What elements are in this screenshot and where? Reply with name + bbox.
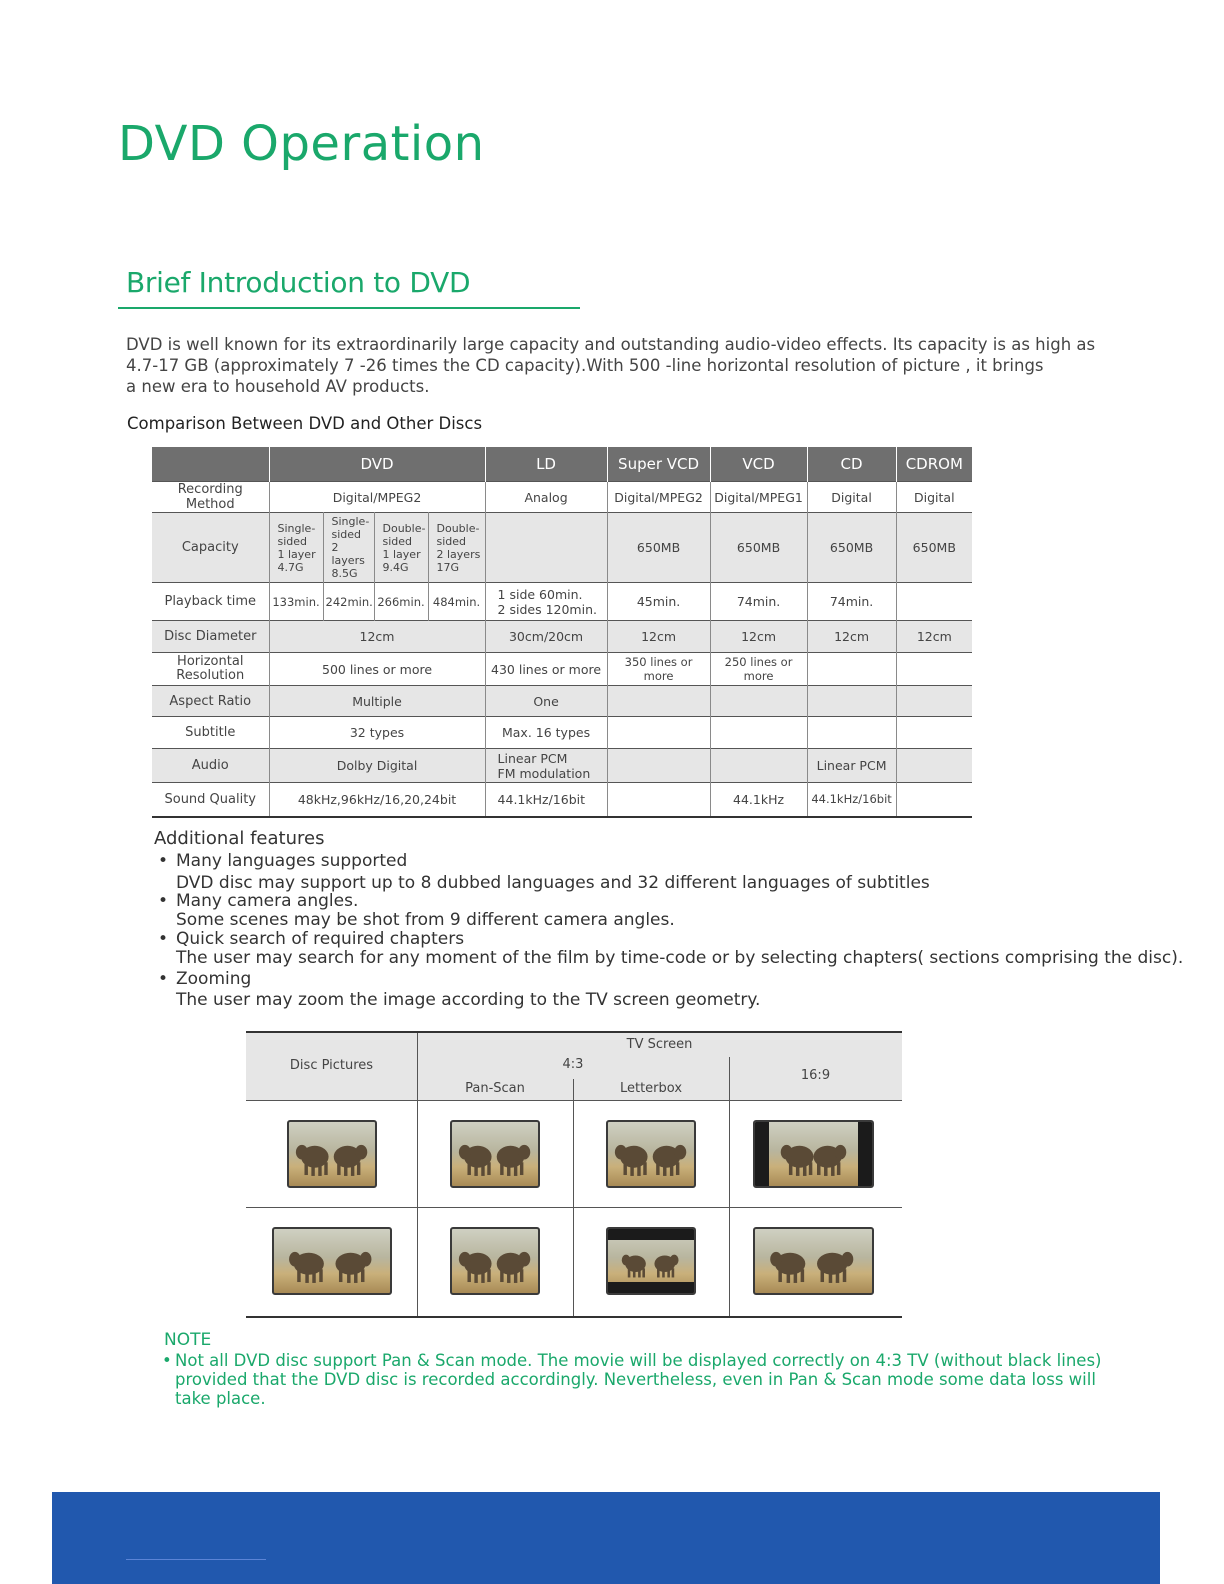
cell: Digital/MPEG2 — [607, 482, 710, 513]
row-recording-method — [152, 482, 972, 513]
cell — [428, 513, 485, 583]
feature-title: Quick search of required chapters — [176, 929, 465, 949]
bullet-icon: • — [158, 891, 169, 911]
feature-item — [158, 892, 1118, 930]
cell — [710, 717, 807, 749]
row-label: Audio — [152, 749, 269, 783]
row-label: Aspect Ratio — [152, 686, 269, 717]
intro-line: 4.7-17 GB (approximately 7 -26 times the CD capacity).With 500 -line horizontal resolution of picture , it brings — [126, 356, 1044, 375]
header-dvd: DVD — [269, 447, 485, 482]
row-aspect-ratio — [152, 686, 972, 717]
comparison-table-title: Comparison Between DVD and Other Discs — [127, 414, 483, 433]
elephant-image-letterbox — [606, 1227, 696, 1295]
cell-line: 9.4G — [382, 560, 409, 574]
elephant-image — [287, 1120, 377, 1188]
bullet-icon: • — [162, 1351, 172, 1370]
header-row — [152, 447, 972, 482]
elephant-graphic — [755, 1122, 872, 1186]
cell-line: Linear PCM — [497, 750, 568, 766]
row-capacity — [152, 513, 972, 583]
footer-band — [52, 1492, 1160, 1584]
section-divider — [118, 307, 580, 309]
cell: 242min. — [323, 583, 374, 621]
cell: 250 lines or more — [710, 653, 807, 686]
cell: 44.1kHz/16bit — [807, 783, 896, 817]
cell-line: 1 side 60min. — [497, 586, 583, 602]
black-bar — [755, 1122, 769, 1186]
cell: 48kHz,96kHz/16,20,24bit — [269, 783, 485, 817]
cell — [607, 717, 710, 749]
note-line: take place. — [175, 1389, 266, 1408]
cell: 44.1kHz — [710, 783, 807, 817]
elephant-image — [606, 1120, 696, 1188]
page-title: DVD Operation — [118, 116, 485, 172]
cell: Digital/MPEG1 — [710, 482, 807, 513]
cell-line: 2 sides 120min. — [497, 601, 597, 617]
cell: 12cm — [607, 621, 710, 653]
cell-line: Single- — [277, 521, 316, 535]
cell — [607, 686, 710, 717]
cell: 30cm/20cm — [485, 621, 607, 653]
screen-format-table — [246, 1031, 902, 1318]
feature-title: Zooming — [176, 969, 252, 989]
divider — [246, 1207, 902, 1208]
note-line: Not all DVD disc support Pan & Scan mode. The movie will be displayed correctly on 4:3 TV (without black lines) — [175, 1351, 1102, 1370]
note-line: provided that the DVD disc is recorded accordingly. Nevertheless, even in Pan & Scan mode some data loss will — [175, 1370, 1096, 1389]
header-svcd: Super VCD — [607, 447, 710, 482]
cell — [896, 583, 972, 621]
cell: Max. 16 types — [485, 717, 607, 749]
cell: 74min. — [710, 583, 807, 621]
elephant-image-pillarbox — [753, 1120, 874, 1188]
cell-line: sided — [436, 534, 467, 548]
cell: Dolby Digital — [269, 749, 485, 783]
cell: 650MB — [807, 513, 896, 583]
feature-desc: The user may zoom the image according to the TV screen geometry. — [176, 990, 761, 1010]
note-title: NOTE — [164, 1330, 212, 1350]
section-title: Brief Introduction to DVD — [126, 266, 471, 299]
row-label: Sound Quality — [152, 783, 269, 817]
row-audio — [152, 749, 972, 783]
cell-line: 17G — [436, 560, 460, 574]
cell-line: Single- — [331, 515, 370, 528]
header-ld: LD — [485, 447, 607, 482]
row-sound-quality — [152, 783, 972, 817]
cell: 650MB — [607, 513, 710, 583]
feature-title: Many camera angles. — [176, 891, 359, 911]
cell: One — [485, 686, 607, 717]
cell: 650MB — [896, 513, 972, 583]
cell — [485, 513, 607, 583]
divider — [573, 1079, 574, 1316]
features-list — [158, 851, 1184, 1010]
bullet-icon: • — [158, 929, 169, 949]
cell-line: 8.5G — [331, 567, 358, 580]
cell — [896, 717, 972, 749]
divider — [729, 1057, 730, 1316]
feature-desc: DVD disc may support up to 8 dubbed languages and 32 different languages of subtitles — [176, 873, 930, 893]
cell-line: 4.7G — [277, 560, 304, 574]
cell: 12cm — [896, 621, 972, 653]
cell: 430 lines or more — [485, 653, 607, 686]
cell: 650MB — [710, 513, 807, 583]
intro-line: a new era to household AV products. — [126, 377, 430, 396]
cell — [807, 653, 896, 686]
cell: Linear PCM — [807, 749, 896, 783]
feature-desc: The user may search for any moment of the film by time-code or by selecting chapters( sections comprising the disc). — [176, 948, 1184, 968]
cell: 484min. — [428, 583, 485, 621]
bullet-icon: • — [158, 851, 169, 871]
row-label: Capacity — [152, 513, 269, 583]
comparison-table — [152, 447, 972, 818]
cell: 44.1kHz/16bit — [485, 783, 607, 817]
intro-paragraph — [126, 334, 1096, 397]
cell — [607, 783, 710, 817]
black-bar — [858, 1122, 872, 1186]
cell — [896, 686, 972, 717]
row-label-line: Resolution — [176, 668, 245, 683]
elephant-graphic — [755, 1229, 872, 1293]
row-label — [152, 653, 269, 686]
pan-scan-label: Pan-Scan — [465, 1081, 525, 1096]
feature-item — [158, 852, 1118, 892]
ratio-4-3-label: 4:3 — [562, 1057, 584, 1072]
elephant-image-cropped — [450, 1227, 540, 1295]
row-subtitle — [152, 717, 972, 749]
cell-line: sided — [277, 534, 308, 548]
elephant-graphic — [452, 1122, 538, 1186]
tv-screen-label: TV Screen — [626, 1037, 693, 1052]
cell-line: Double- — [436, 521, 480, 535]
cell-line: 1 layer — [382, 547, 421, 561]
cell-line: sided — [382, 534, 413, 548]
elephant-graphic — [274, 1229, 390, 1293]
cell-line: 2 layers — [331, 541, 365, 567]
header-cd: CD — [807, 447, 896, 482]
bullet-icon: • — [158, 969, 169, 989]
row-playback-time — [152, 583, 972, 621]
row-label: Disc Diameter — [152, 621, 269, 653]
header-vcd: VCD — [710, 447, 807, 482]
elephant-graphic — [452, 1229, 538, 1293]
header-corner — [152, 447, 269, 482]
cell: 350 lines or more — [607, 653, 710, 686]
cell-line: 1 layer — [277, 547, 316, 561]
cell-line: sided — [331, 528, 362, 541]
cell-line: FM modulation — [497, 765, 591, 781]
feature-item — [158, 970, 1118, 1010]
feature-desc: Some scenes may be shot from 9 different camera angles. — [176, 910, 675, 930]
row-horizontal-resolution — [152, 653, 972, 686]
cell: 32 types — [269, 717, 485, 749]
intro-line: DVD is well known for its extraordinarily large capacity and outstanding audio-video effects. Its capacity is as high as — [126, 335, 1096, 354]
cell: 500 lines or more — [269, 653, 485, 686]
feature-title: Many languages supported — [176, 851, 408, 871]
cell-line: 2 layers — [436, 547, 481, 561]
note-text — [162, 1351, 1102, 1408]
cell — [807, 686, 896, 717]
cell: 74min. — [807, 583, 896, 621]
row-disc-diameter — [152, 621, 972, 653]
letterbox-label: Letterbox — [619, 1081, 683, 1096]
cell: 45min. — [607, 583, 710, 621]
cell — [896, 653, 972, 686]
black-bar — [608, 1229, 694, 1240]
cell: 12cm — [269, 621, 485, 653]
cell — [269, 513, 323, 583]
row-label: Recording Method — [152, 482, 269, 513]
cell — [485, 583, 607, 621]
cell: 12cm — [807, 621, 896, 653]
cell-line: Double- — [382, 521, 426, 535]
cell: Analog — [485, 482, 607, 513]
divider — [417, 1033, 418, 1316]
cell — [896, 749, 972, 783]
cell — [710, 749, 807, 783]
feature-item — [158, 929, 1184, 970]
cell — [710, 686, 807, 717]
elephant-image — [450, 1120, 540, 1188]
elephant-graphic — [608, 1122, 694, 1186]
cell: Multiple — [269, 686, 485, 717]
cell: 12cm — [710, 621, 807, 653]
disc-pictures-label: Disc Pictures — [289, 1058, 374, 1073]
row-label: Playback time — [152, 583, 269, 621]
cell — [323, 513, 374, 583]
footer-link-underline — [126, 1559, 266, 1560]
cell — [807, 717, 896, 749]
cell: Digital — [807, 482, 896, 513]
elephant-image-wide — [272, 1227, 392, 1295]
row-label: Subtitle — [152, 717, 269, 749]
ratio-16-9-label: 16:9 — [800, 1068, 831, 1083]
header-cdrom: CDROM — [896, 447, 972, 482]
cell: 133min. — [269, 583, 323, 621]
cell — [374, 513, 428, 583]
features-title: Additional features — [154, 828, 325, 849]
cell — [896, 783, 972, 817]
cell — [607, 749, 710, 783]
elephant-graphic — [289, 1122, 375, 1186]
row-label-line: Horizontal — [177, 654, 244, 669]
cell — [485, 749, 607, 783]
cell: Digital/MPEG2 — [269, 482, 485, 513]
cell: Digital — [914, 489, 955, 505]
elephant-image-wide — [753, 1227, 874, 1295]
cell: 266min. — [374, 583, 428, 621]
black-bar — [608, 1282, 694, 1293]
